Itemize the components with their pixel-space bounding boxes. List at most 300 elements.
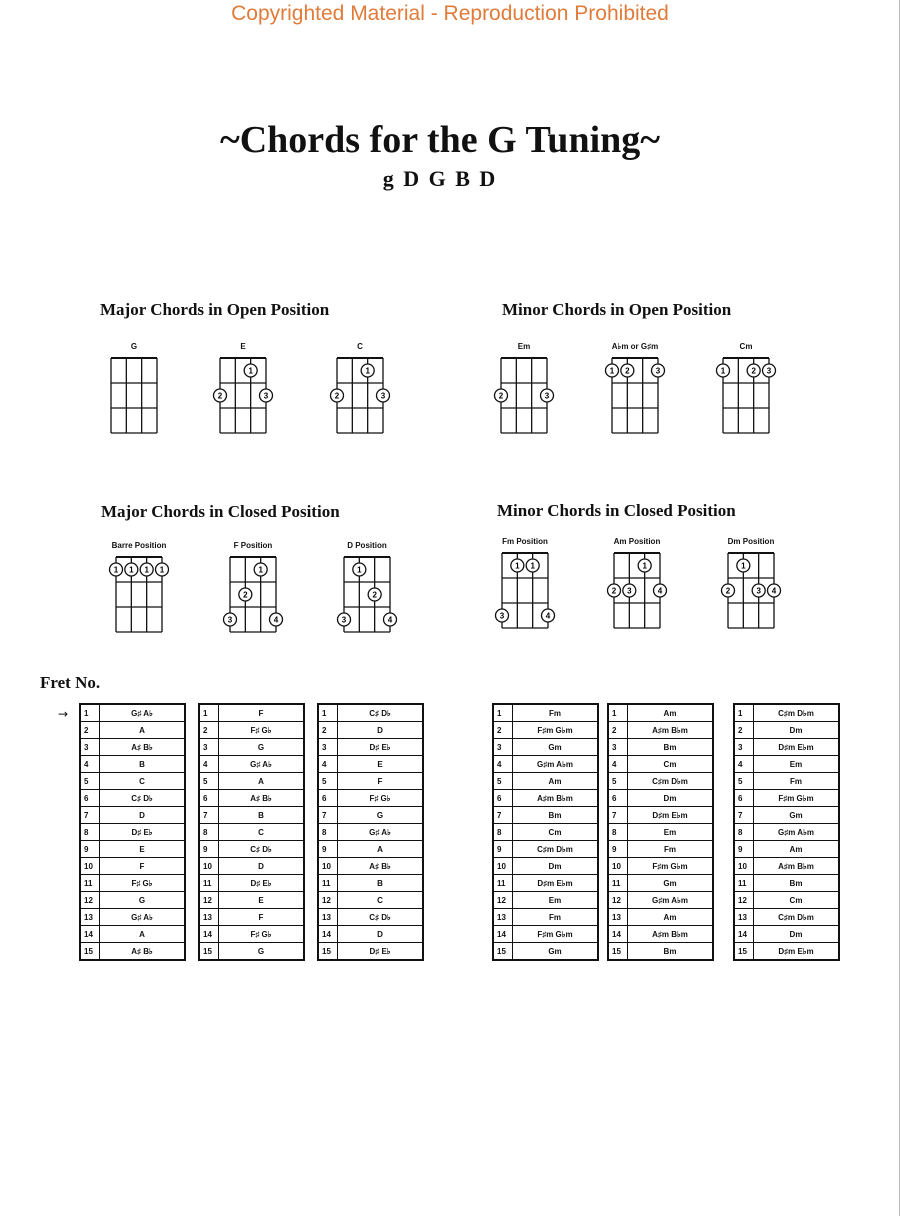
fret-number: 11 <box>493 875 513 892</box>
chord-cell: Fm <box>754 773 840 790</box>
fret-number: 11 <box>608 875 628 892</box>
finger-number: 3 <box>766 366 772 376</box>
fret-number: 3 <box>608 739 628 756</box>
table-row <box>318 875 423 892</box>
chord-cell: C♯ D♭ <box>219 841 305 858</box>
fret-number: 2 <box>608 722 628 739</box>
table-row <box>608 909 713 926</box>
finger-number: 3 <box>499 611 505 621</box>
fret-number: 14 <box>608 926 628 943</box>
finger-number: 4 <box>273 615 279 625</box>
fretboard-grid <box>325 354 395 438</box>
table-row <box>608 858 713 875</box>
table-row <box>608 875 713 892</box>
copyright-watermark: Copyrighted Material - Reproduction Prohibited <box>231 2 669 25</box>
chord-cell: Bm <box>628 739 714 756</box>
fret-number: 9 <box>318 841 338 858</box>
fret-number: 9 <box>734 841 754 858</box>
chord-cell: C♯ D♭ <box>338 909 424 926</box>
chord-cell: D♯m E♭m <box>754 739 840 756</box>
chord-cell: E <box>100 841 186 858</box>
chord-cell: Dm <box>628 790 714 807</box>
chord-cell: A♯m B♭m <box>628 926 714 943</box>
table-row <box>734 704 839 722</box>
table-row <box>493 739 598 756</box>
finger-number: 3 <box>544 391 550 401</box>
fret-number: 5 <box>80 773 100 790</box>
table-row <box>199 790 304 807</box>
chord-cell: Am <box>754 841 840 858</box>
chord-cell: D♯m E♭m <box>628 807 714 824</box>
fret-number: 3 <box>318 739 338 756</box>
fret-number: 8 <box>608 824 628 841</box>
table-row <box>318 909 423 926</box>
fret-table-4 <box>492 703 599 961</box>
chord-cell: A♯m B♭m <box>513 790 599 807</box>
chord-cell: Gm <box>754 807 840 824</box>
fret-number: 9 <box>199 841 219 858</box>
fret-number: 1 <box>608 704 628 722</box>
chord-cell: A <box>338 841 424 858</box>
table-row <box>80 807 185 824</box>
fret-number: 4 <box>493 756 513 773</box>
table-row <box>80 773 185 790</box>
table-row <box>608 704 713 722</box>
table-row <box>199 875 304 892</box>
finger-number: 2 <box>611 586 617 596</box>
table-row <box>608 926 713 943</box>
fret-number: 9 <box>493 841 513 858</box>
fret-number: 8 <box>493 824 513 841</box>
chord-cell: Em <box>513 892 599 909</box>
chord-cell: D <box>100 807 186 824</box>
fretboard-grid <box>208 354 278 438</box>
chord-cell: A♯ B♭ <box>338 858 424 875</box>
chord-name: Barre Position <box>111 541 167 550</box>
chord-cell: F♯ G♭ <box>338 790 424 807</box>
fretboard-grid <box>600 354 670 438</box>
finger-number: 4 <box>545 611 551 621</box>
fret-number: 12 <box>80 892 100 909</box>
table-row <box>493 926 598 943</box>
finger-number: 2 <box>372 590 377 600</box>
fret-number: 3 <box>734 739 754 756</box>
fret-number: 2 <box>493 722 513 739</box>
fret-number: 14 <box>318 926 338 943</box>
chord-cell: Fm <box>628 841 714 858</box>
chord-cell: F♯ G♭ <box>100 875 186 892</box>
fret-number: 12 <box>318 892 338 909</box>
table-row <box>80 722 185 739</box>
fret-number: 4 <box>318 756 338 773</box>
chord-cell: C♯ D♭ <box>100 790 186 807</box>
table-row <box>608 722 713 739</box>
fret-number: 13 <box>734 909 754 926</box>
table-row <box>608 739 713 756</box>
chord-cell: Am <box>513 773 599 790</box>
chord-cell: Em <box>754 756 840 773</box>
table-row <box>493 824 598 841</box>
chord-cell: F♯ G♭ <box>219 926 305 943</box>
fret-number: 6 <box>318 790 338 807</box>
table-row <box>199 773 304 790</box>
fret-number: 6 <box>199 790 219 807</box>
fret-table-6 <box>733 703 840 961</box>
table-row <box>80 841 185 858</box>
table-row <box>608 790 713 807</box>
table-row <box>734 739 839 756</box>
chord-cell: D♯ E♭ <box>219 875 305 892</box>
table-row <box>608 773 713 790</box>
table-row <box>734 841 839 858</box>
fret-number: 2 <box>80 722 100 739</box>
table-row <box>608 841 713 858</box>
table-row <box>318 722 423 739</box>
fret-number: 12 <box>199 892 219 909</box>
chord-name: Dm Position <box>727 537 775 546</box>
table-row <box>199 704 304 722</box>
table-row <box>734 722 839 739</box>
table-row <box>80 739 185 756</box>
table-row <box>734 790 839 807</box>
chord-name: Cm <box>739 342 753 351</box>
fret-number: 9 <box>80 841 100 858</box>
fret-number: 14 <box>493 926 513 943</box>
fret-number: 6 <box>734 790 754 807</box>
fret-number: 5 <box>493 773 513 790</box>
fret-number: 15 <box>80 943 100 961</box>
fret-number: 12 <box>734 892 754 909</box>
chord-cell: G <box>219 943 305 961</box>
chord-cell: A♯ B♭ <box>219 790 305 807</box>
chord-cell: F♯ G♭ <box>219 722 305 739</box>
finger-number: 2 <box>625 366 630 376</box>
chord-cell: C <box>219 824 305 841</box>
finger-number: 1 <box>642 561 647 571</box>
table-row <box>734 892 839 909</box>
fret-number: 1 <box>199 704 219 722</box>
fret-table-2 <box>198 703 305 961</box>
fret-number: 12 <box>608 892 628 909</box>
fret-number: 7 <box>80 807 100 824</box>
table-row <box>199 841 304 858</box>
fret-number: 4 <box>608 756 628 773</box>
fretboard-grid <box>218 553 288 637</box>
fret-number: 10 <box>608 858 628 875</box>
finger-number: 1 <box>258 565 263 575</box>
table-row <box>199 858 304 875</box>
chord-cell: C♯ D♭ <box>338 704 424 722</box>
chord-cell: F <box>100 858 186 875</box>
fret-number: 1 <box>80 704 100 722</box>
finger-number: 1 <box>144 565 149 575</box>
page-title: ~Chords for the G Tuning~ <box>219 119 661 161</box>
fretboard-grid <box>602 549 672 633</box>
fret-number: 14 <box>199 926 219 943</box>
fret-number: 5 <box>734 773 754 790</box>
fret-number: 10 <box>734 858 754 875</box>
table-row <box>80 790 185 807</box>
fret-number: 13 <box>608 909 628 926</box>
chord-cell: Gm <box>513 943 599 961</box>
table-row <box>318 807 423 824</box>
finger-number: 2 <box>498 391 504 401</box>
fret-number: 5 <box>318 773 338 790</box>
table-row <box>734 858 839 875</box>
chord-name: A♭m or G♯m <box>611 342 659 351</box>
fretboard-grid <box>489 354 559 438</box>
chord-cell: G♯m A♭m <box>754 824 840 841</box>
table-row <box>493 909 598 926</box>
table-row <box>318 858 423 875</box>
finger-number: 2 <box>334 391 340 401</box>
table-row <box>318 739 423 756</box>
chord-cell: D <box>338 926 424 943</box>
fret-number: 10 <box>493 858 513 875</box>
fretboard-grid <box>711 354 781 438</box>
chord-name: Em <box>517 342 531 351</box>
fret-number: 1 <box>493 704 513 722</box>
chord-cell: A <box>100 722 186 739</box>
fret-number: 4 <box>734 756 754 773</box>
fretboard-grid <box>716 549 786 633</box>
fret-number: 8 <box>734 824 754 841</box>
chord-cell: D♯ E♭ <box>338 943 424 961</box>
table-row <box>734 875 839 892</box>
chord-cell: F <box>338 773 424 790</box>
table-row <box>493 841 598 858</box>
chord-cell: D♯m E♭m <box>754 943 840 961</box>
chord-cell: Am <box>628 909 714 926</box>
table-row <box>608 807 713 824</box>
fret-number-label: Fret No. <box>40 673 101 692</box>
fret-number: 7 <box>734 807 754 824</box>
fret-number: 1 <box>318 704 338 722</box>
minor-open-heading: Minor Chords in Open Position <box>502 300 732 319</box>
chord-cell: G♯m A♭m <box>628 892 714 909</box>
fret-number: 13 <box>80 909 100 926</box>
table-row <box>734 943 839 961</box>
table-row <box>734 909 839 926</box>
chord-cell: F♯m G♭m <box>628 858 714 875</box>
chord-cell: Gm <box>513 739 599 756</box>
fretboard-grid <box>490 549 560 633</box>
fret-number: 8 <box>318 824 338 841</box>
table-row <box>318 926 423 943</box>
chord-cell: Gm <box>628 875 714 892</box>
chord-name: E <box>240 342 246 351</box>
chord-cell: G♯ A♭ <box>219 756 305 773</box>
table-row <box>80 756 185 773</box>
chord-name: Fm Position <box>502 537 548 546</box>
fret-number: 7 <box>199 807 219 824</box>
table-row <box>80 909 185 926</box>
table-row <box>493 943 598 961</box>
chord-cell: A♯ B♭ <box>100 739 186 756</box>
finger-number: 2 <box>217 391 223 401</box>
fret-table-1 <box>79 703 186 961</box>
fret-table-3 <box>317 703 424 961</box>
fret-number: 1 <box>734 704 754 722</box>
fretboard-grid <box>332 553 402 637</box>
fret-number: 14 <box>80 926 100 943</box>
table-row <box>80 875 185 892</box>
table-row <box>493 773 598 790</box>
finger-number: 2 <box>725 586 731 596</box>
finger-number: 1 <box>159 565 165 575</box>
fret-number: 6 <box>80 790 100 807</box>
table-row <box>199 756 304 773</box>
fret-number: 2 <box>318 722 338 739</box>
table-row <box>734 756 839 773</box>
chord-cell: Bm <box>628 943 714 961</box>
fret-number: 15 <box>318 943 338 961</box>
table-row <box>493 807 598 824</box>
tuning-subtitle: g D G B D <box>382 166 498 191</box>
chord-cell: F <box>219 704 305 722</box>
fret-number: 11 <box>199 875 219 892</box>
fret-number: 10 <box>80 858 100 875</box>
table-row <box>734 807 839 824</box>
chord-cell: Dm <box>754 722 840 739</box>
table-row <box>318 892 423 909</box>
finger-number: 4 <box>657 586 663 596</box>
finger-number: 3 <box>263 391 269 401</box>
chord-name: D Position <box>347 541 387 550</box>
chord-cell: Fm <box>513 704 599 722</box>
fretboard-grid <box>104 553 174 637</box>
fret-number: 2 <box>199 722 219 739</box>
fret-number: 13 <box>199 909 219 926</box>
chord-cell: E <box>338 756 424 773</box>
table-row <box>734 773 839 790</box>
fret-number: 4 <box>80 756 100 773</box>
finger-number: 3 <box>627 586 632 596</box>
chord-cell: C♯m D♭m <box>754 909 840 926</box>
finger-number: 1 <box>515 561 520 571</box>
table-row <box>318 773 423 790</box>
finger-number: 3 <box>655 366 661 376</box>
chord-cell: Cm <box>628 756 714 773</box>
chord-cell: C <box>100 773 186 790</box>
major-open-heading: Major Chords in Open Position <box>100 300 330 319</box>
chord-cell: Cm <box>513 824 599 841</box>
chord-name: Am Position <box>613 537 661 546</box>
fret-number: 15 <box>199 943 219 961</box>
table-row <box>199 909 304 926</box>
fret-number: 6 <box>493 790 513 807</box>
major-closed-heading: Major Chords in Closed Position <box>101 502 340 521</box>
chord-cell: D <box>219 858 305 875</box>
table-row <box>318 790 423 807</box>
chord-cell: Dm <box>513 858 599 875</box>
fret-number: 9 <box>608 841 628 858</box>
fret-number: 8 <box>80 824 100 841</box>
finger-number: 1 <box>609 366 615 376</box>
chord-cell: G♯ A♭ <box>100 909 186 926</box>
finger-number: 1 <box>741 561 746 571</box>
table-row <box>199 722 304 739</box>
fret-number: 7 <box>493 807 513 824</box>
chord-cell: D♯ E♭ <box>338 739 424 756</box>
table-row <box>318 704 423 722</box>
table-row <box>80 892 185 909</box>
fret-number: 11 <box>318 875 338 892</box>
table-row <box>493 892 598 909</box>
table-row <box>493 756 598 773</box>
table-row <box>199 807 304 824</box>
table-row <box>80 858 185 875</box>
chord-cell: G♯m A♭m <box>513 756 599 773</box>
finger-number: 1 <box>248 366 253 376</box>
table-row <box>199 739 304 756</box>
chord-name: C <box>357 342 363 351</box>
chord-name: F Position <box>233 541 273 550</box>
chord-cell: G <box>219 739 305 756</box>
chord-cell: A <box>100 926 186 943</box>
fret-number: 3 <box>199 739 219 756</box>
chord-cell: A♯ B♭ <box>100 943 186 961</box>
chord-cell: F♯m G♭m <box>513 722 599 739</box>
fret-number: 10 <box>199 858 219 875</box>
chord-cell: A♯m B♭m <box>628 722 714 739</box>
fret-number: 13 <box>493 909 513 926</box>
fret-table-5 <box>607 703 714 961</box>
finger-number: 3 <box>227 615 233 625</box>
chord-cell: G♯ A♭ <box>100 704 186 722</box>
finger-number: 1 <box>365 366 370 376</box>
fret-number: 14 <box>734 926 754 943</box>
chord-cell: C♯m D♭m <box>513 841 599 858</box>
fret-number: 13 <box>318 909 338 926</box>
chord-cell: D <box>338 722 424 739</box>
fret-number: 5 <box>608 773 628 790</box>
chord-cell: G <box>100 892 186 909</box>
fretboard-grid <box>99 354 169 438</box>
chord-cell: B <box>100 756 186 773</box>
chord-cell: A <box>219 773 305 790</box>
chord-name: G <box>130 342 138 351</box>
chord-cell: G♯ A♭ <box>338 824 424 841</box>
table-row <box>318 756 423 773</box>
chord-cell: A♯m B♭m <box>754 858 840 875</box>
table-row <box>608 824 713 841</box>
fret-number: 7 <box>608 807 628 824</box>
fret-number: 8 <box>199 824 219 841</box>
table-row <box>608 892 713 909</box>
fret-number: 5 <box>199 773 219 790</box>
finger-number: 4 <box>387 615 393 625</box>
table-row <box>80 926 185 943</box>
chord-cell: F♯m G♭m <box>513 926 599 943</box>
chord-cell: Bm <box>754 875 840 892</box>
table-row <box>318 943 423 961</box>
table-row <box>199 926 304 943</box>
fret-number: 6 <box>608 790 628 807</box>
table-row <box>80 704 185 722</box>
chord-cell: Bm <box>513 807 599 824</box>
table-row <box>80 824 185 841</box>
table-row <box>493 722 598 739</box>
finger-number: 4 <box>771 586 777 596</box>
fret-number: 15 <box>493 943 513 961</box>
finger-number: 2 <box>751 366 756 376</box>
table-row <box>199 824 304 841</box>
chord-cell: B <box>338 875 424 892</box>
fret-number: 11 <box>80 875 100 892</box>
chord-cell: Am <box>628 704 714 722</box>
chord-cell: C <box>338 892 424 909</box>
